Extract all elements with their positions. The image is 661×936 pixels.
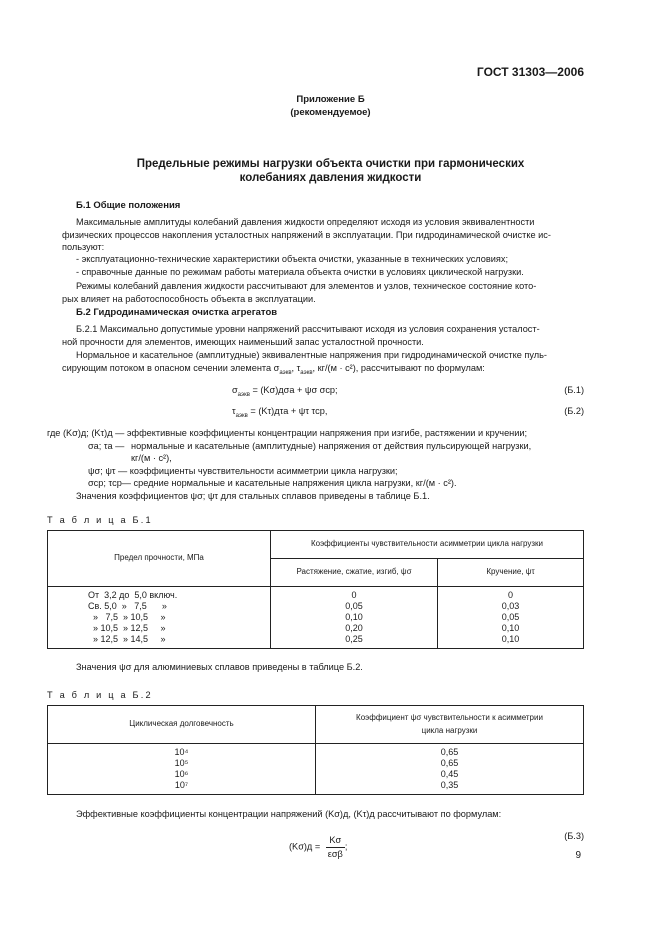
section2-paragraph2 [62, 349, 583, 374]
section2-paragraph1 [62, 323, 583, 348]
s1-p1-line2: физических процессов накопления усталостных напряжений в эксплуатации. При гидродинамической очистке ис- [62, 229, 551, 240]
formula-b3-fraction: Kσ εσβ [327, 835, 343, 859]
table2-caption: Т а б л и ц а Б.2 [47, 690, 153, 700]
section2-heading: Б.2 Гидродинамическая очистка агрегатов [76, 307, 278, 318]
s2-p1-line2: ной прочности для элементов, имеющих наименьший запас усталостной прочности. [62, 336, 424, 347]
table-row: Св. 5,0 » 7,5 » 0,05 0,03 [48, 601, 584, 612]
table-row: 10⁴ 0,65 [48, 744, 584, 759]
annex-title: Приложение Б [296, 94, 365, 105]
annex-heading [0, 93, 661, 119]
table-row: » 12,5 » 14,5 » 0,25 0,10 [48, 634, 584, 649]
where-line2-symbol: σa; τa — [88, 441, 125, 451]
formula-b2: $\tau_{aэкв} = (K\tau)д\tau a + \psi\tau$ τср, [232, 406, 328, 419]
main-title [0, 157, 661, 185]
table1-caption: Т а б л и ц а Б.1 [47, 515, 153, 525]
annex-subtitle: (рекомендуемое) [290, 107, 371, 118]
table-b1 [47, 530, 584, 649]
section1-heading: Б.1 Общие положения [76, 200, 181, 211]
document-code: ГОСТ 31303—2006 [476, 65, 584, 79]
table1-col-group: Коэффициенты чувствительности асимметрии цикла нагрузки [271, 531, 584, 559]
table1-col-strength: Предел прочности, МПа [48, 531, 271, 587]
main-title-line1: Предельные режимы нагрузки объекта очистки при гармонических [136, 158, 525, 170]
s1-p1-line3: пользуют: [62, 242, 105, 252]
table-row: 10⁶ 0,45 [48, 769, 584, 780]
formula-b3-lhs: (Kσ)д = [289, 841, 321, 852]
aluminum-text: Значения ψσ для алюминиевых сплавов приведены в таблице Б.2. [76, 662, 363, 672]
s2-p2-line1: Нормальное и касательное (амплитудные) эквивалентные напряжения при гидродинамической очистке пуль- [76, 350, 547, 360]
equation-number-b3: (Б.3) [564, 831, 584, 841]
s1-p2-line2: рых влияет на работоспособность объекта в эксплуатации. [62, 293, 316, 304]
table2-col-durability: Циклическая долговечность [48, 706, 316, 744]
bullet-2: - справочные данные по режимам работы материала объекта очистки в условиях циклической нагрузки. [76, 267, 524, 277]
table1-col-tension: Растяжение, сжатие, изгиб, ψσ [271, 559, 438, 587]
where-line1: где (Kσ)д; (Kτ)д — эффективные коэффициенты концентрации напряжения при изгибе, растяжении и кручении; [47, 428, 528, 438]
section1-paragraph1 [62, 216, 583, 254]
table-b2 [47, 705, 584, 795]
table-row: » 7,5 » 10,5 » 0,10 0,05 [48, 612, 584, 623]
equation-number-b1: (Б.1) [564, 385, 584, 395]
effective-coeff-text: Эффективные коэффициенты концентрации напряжений (Kσ)д, (Kτ)д рассчитывают по формулам: [76, 809, 502, 819]
table2-col-coefficient: Коэффициент ψσ чувствительности к асимметрии цикла нагрузки [316, 706, 584, 744]
table1-col-torsion: Кручение, ψτ [438, 559, 584, 587]
table-row: » 10,5 » 12,5 » 0,20 0,10 [48, 623, 584, 634]
s2-p1-line1: Б.2.1 Максимально допустимые уровни напряжений рассчитывают исходя из условия сохранения усталост- [76, 324, 540, 334]
formula-b3: (Kσ)д = Kσ εσβ ; [289, 835, 348, 859]
where-line2-unit: кг/(м · с²), [131, 453, 172, 463]
page-number: 9 [575, 850, 581, 861]
s2-p2-line2: сирующим потоком в опасном сечении элемента $\sigma_{aэкв}$, $\tau_{aэкв}$, кг/(м · с²), рассчитывают по формулам: [62, 362, 485, 376]
where-line2-text: нормальные и касательные (амплитудные) напряжения от действия пульсирующей нагрузки, [131, 441, 532, 451]
s1-p2-line1: Режимы колебаний давления жидкости рассчитывают для элементов и узлов, техническое состояние кото- [76, 281, 537, 291]
equation-number-b2: (Б.2) [564, 406, 584, 416]
where-line4: σср; τср— средние нормальные и касательные напряжения цикла нагрузки, кг/(м · с²). [88, 478, 457, 488]
table-row: От 3,2 до 5,0 включ. 0 0 [48, 587, 584, 602]
values-text: Значения коэффициентов ψσ; ψτ для стальных сплавов приведены в таблице Б.1. [76, 491, 430, 501]
table-row: 10⁵ 0,65 [48, 758, 584, 769]
section1-paragraph2 [62, 280, 583, 305]
formula-b1: $\sigma_{aэкв} = (K\sigma)д\sigma a + \psi\sigma$ σср; [232, 385, 338, 398]
s1-p1-line1: Максимальные амплитуды колебаний давления жидкости определяют исходя из условия эквивалентности [76, 217, 535, 227]
table-row: 10⁷ 0,35 [48, 780, 584, 795]
main-title-line2: колебаниях давления жидкости [239, 172, 422, 184]
where-line3: ψσ; ψτ — коэффициенты чувствительности асимметрии цикла нагрузки; [88, 466, 398, 476]
bullet-1: - эксплуатационно-технические характеристики объекта очистки, указанные в технических условиях; [76, 254, 509, 264]
